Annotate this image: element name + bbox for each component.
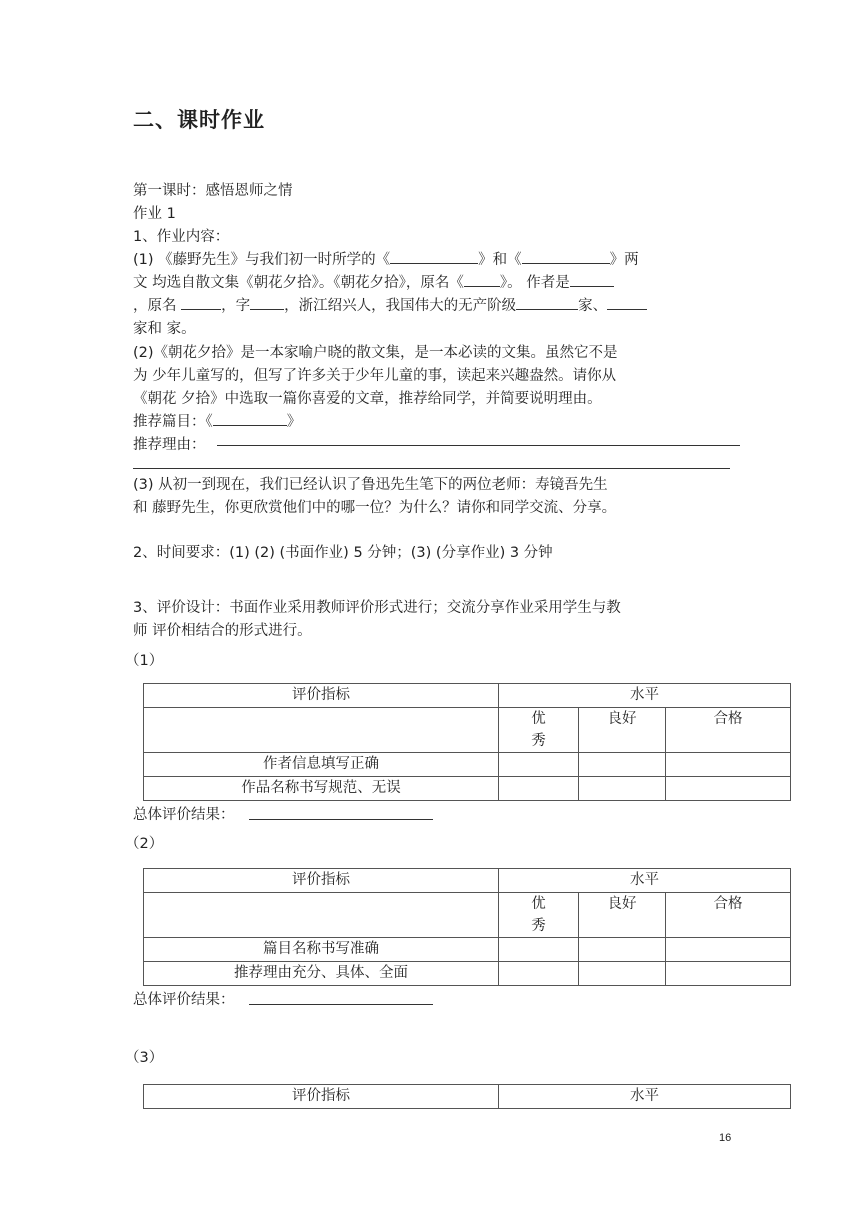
table3-label: （3） <box>125 1050 164 1066</box>
q1-l3-text-b: ，字 <box>221 298 251 314</box>
header-level: 水平 <box>499 1085 791 1109</box>
q1-l3-text-c: ，浙江绍兴人，我国伟大的无产阶级 <box>284 298 517 314</box>
header-level: 水平 <box>499 684 791 708</box>
fill-blank[interactable] <box>250 295 284 310</box>
recommend-reason-line-1[interactable] <box>217 445 740 446</box>
fill-blank[interactable] <box>464 272 500 287</box>
fill-blank[interactable] <box>390 249 478 264</box>
evaluation-table-2 <box>143 868 791 986</box>
q1-l2-text-b: 》。 作者是 <box>499 275 570 291</box>
table1-label: （1） <box>125 653 164 669</box>
rating-cell[interactable] <box>499 962 579 986</box>
rating-cell[interactable] <box>499 753 579 777</box>
rating-cell[interactable] <box>666 938 791 962</box>
rating-cell[interactable] <box>579 938 666 962</box>
header-indicator: 评价指标 <box>144 1085 499 1109</box>
level-good: 良好 <box>579 708 666 753</box>
content-heading: 1、作业内容： <box>133 229 230 245</box>
header-level: 水平 <box>499 869 791 893</box>
rating-cell[interactable] <box>579 753 666 777</box>
q2-line2: 为 少年儿童写的，但写了许多关于少年儿童的事，读起来兴趣盎然。请你从 <box>133 368 617 384</box>
section-title: 二、课时作业 <box>133 108 265 132</box>
indicator-row: 推荐理由充分、具体、全面 <box>144 962 499 986</box>
fill-blank[interactable] <box>570 272 614 287</box>
time-requirement: 2、时间要求：(1) (2) (书面作业) 5 分钟；(3) (分享作业) 3 分钟 <box>133 545 553 561</box>
rating-cell[interactable] <box>579 962 666 986</box>
header-indicator: 评价指标 <box>144 684 499 708</box>
level-excellent: 优秀 <box>499 893 579 938</box>
fill-blank[interactable] <box>516 295 578 310</box>
rating-cell[interactable] <box>499 938 579 962</box>
q3-line1: (3) 从初一到现在，我们已经认识了鲁迅先生笔下的两位老师：寿镜吾先生 <box>133 477 608 493</box>
rating-cell[interactable] <box>499 777 579 801</box>
header-indicator: 评价指标 <box>144 869 499 893</box>
table2-total-line[interactable] <box>249 1004 433 1005</box>
eval-line2: 师 评价相结合的形式进行。 <box>133 623 312 639</box>
q2-line1: (2)《朝花夕拾》是一本家喻户晓的散文集，是一本必读的文集。虽然它不是 <box>133 345 618 361</box>
fill-blank[interactable] <box>607 295 647 310</box>
level-pass: 合格 <box>666 893 791 938</box>
q1-line4: 家和 家。 <box>133 321 196 337</box>
lesson-title: 第一课时：感悟恩师之情 <box>133 183 293 199</box>
indicator-row: 作品名称书写规范、无误 <box>144 777 499 801</box>
evaluation-table-3 <box>143 1084 791 1109</box>
rating-cell[interactable] <box>666 777 791 801</box>
empty-cell <box>144 893 499 938</box>
indicator-row: 作者信息填写正确 <box>144 753 499 777</box>
table2-label: （2） <box>125 836 164 852</box>
fill-blank[interactable] <box>522 249 610 264</box>
recommend-title-close: 》 <box>286 414 302 430</box>
recommend-title-line <box>133 411 301 433</box>
q1-line3 <box>133 295 647 317</box>
table2-total-label: 总体评价结果： <box>133 992 235 1008</box>
q1-line2 <box>133 272 614 294</box>
table1-total-line[interactable] <box>249 819 433 820</box>
eval-line1: 3、评价设计：书面作业采用教师评价形式进行；交流分享作业采用学生与教 <box>133 600 621 616</box>
level-good: 良好 <box>579 893 666 938</box>
level-pass: 合格 <box>666 708 791 753</box>
rating-cell[interactable] <box>579 777 666 801</box>
fill-blank[interactable] <box>181 295 221 310</box>
recommend-reason-line-2[interactable] <box>133 468 730 469</box>
empty-cell <box>144 708 499 753</box>
q1-line1 <box>133 249 639 271</box>
recommend-reason-label: 推荐理由： <box>133 437 206 453</box>
q1-l1-text-c: 》两 <box>609 252 639 268</box>
evaluation-table-1 <box>143 683 791 801</box>
q1-l3-text-d: 家、 <box>578 298 608 314</box>
homework-label: 作业 1 <box>133 206 176 222</box>
page-number: 16 <box>719 1132 732 1144</box>
table1-total-label: 总体评价结果： <box>133 807 235 823</box>
q2-line3: 《朝花 夕拾》中选取一篇你喜爱的文章，推荐给同学，并简要说明理由。 <box>133 391 602 407</box>
q1-l2-text-a: 文 均选自散文集《朝花夕拾》。《朝花夕拾》，原名《 <box>133 275 464 291</box>
rating-cell[interactable] <box>666 753 791 777</box>
recommend-title-blank[interactable] <box>213 411 287 426</box>
indicator-row: 篇目名称书写准确 <box>144 938 499 962</box>
q1-l1-text-a: (1) 《藤野先生》与我们初一时所学的《 <box>133 252 391 268</box>
q1-l1-text-b: 》和《 <box>478 252 522 268</box>
recommend-title-label: 推荐篇目：《 <box>133 414 213 430</box>
q3-line2: 和 藤野先生，你更欣赏他们中的哪一位？为什么？请你和同学交流、分享。 <box>133 500 617 516</box>
rating-cell[interactable] <box>666 962 791 986</box>
level-excellent: 优秀 <box>499 708 579 753</box>
q1-l3-text-a: ，原名 <box>133 298 182 314</box>
